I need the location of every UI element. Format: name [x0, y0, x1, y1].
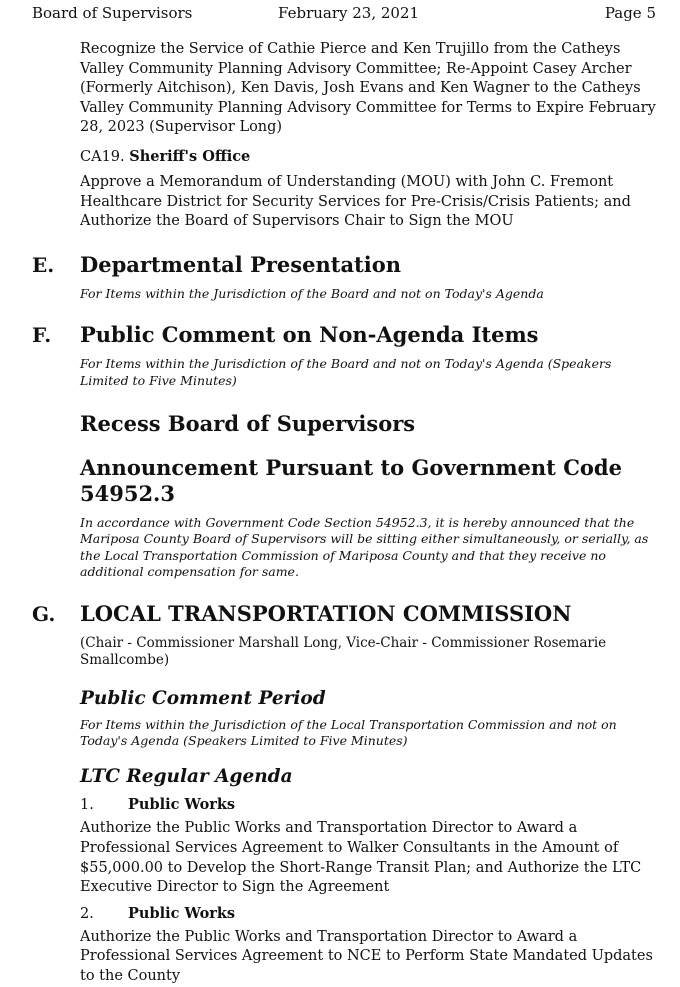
- section-f-title: Public Comment on Non-Agenda Items: [80, 322, 539, 348]
- section-e-note: For Items within the Jurisdiction of the Board and not on Today's Agenda: [80, 285, 544, 301]
- intro-paragraph: Recognize the Service of Cathie Pierce and Ken Trujillo from the Catheys Valley Community Planning Advisory Committee; Re-Appoint Casey Archer (Formerly Aitchison), Ken Davis, Josh Evans and Ken Wagner to the Catheys Valley Community Planning Advisory Committee for Terms to Expire February 28, 2023 (Supervisor Long): [80, 41, 656, 136]
- ltc-item-2-text: Authorize the Public Works and Transportation Director to Award a Professional Services Agreement to NCE to Perform State Mandated Updates to the County: [80, 928, 653, 984]
- header-date: February 23, 2021: [278, 4, 420, 22]
- section-f: [0, 322, 680, 389]
- section-g-title: LOCAL TRANSPORTATION COMMISSION: [80, 600, 572, 626]
- public-comment-period-note: For Items within the Jurisdiction of the Local Transportation Commission and not on Today's Agenda (Speakers Limited to Five Minutes): [80, 716, 617, 748]
- section-f-note: For Items within the Jurisdiction of the Board and not on Today's Agenda (Speakers Limited to Five Minutes): [80, 356, 612, 388]
- section-f-letter: F.: [32, 323, 52, 348]
- section-e-title: Departmental Presentation: [80, 251, 401, 277]
- ltc-item-2-title: Public Works: [128, 904, 236, 922]
- ca19-text: Approve a Memorandum of Understanding (MOU) with John C. Fremont Healthcare District for Security Services for Pre-Crisis/Crisis Patients; and Authorize the Board of Supervisors Chair to Sign the MOU: [80, 173, 631, 230]
- section-g: [0, 601, 680, 669]
- page-header: [32, 4, 656, 24]
- ltc-item-1-heading: [80, 795, 660, 815]
- header-board-name: Board of Supervisors: [32, 4, 193, 22]
- page-content: [0, 40, 680, 987]
- section-g-letter: G.: [32, 601, 56, 626]
- ltc-item-2-number: 2.: [80, 905, 94, 922]
- ca19-number: CA19.: [80, 148, 125, 165]
- recess-title: Recess Board of Supervisors: [80, 410, 416, 436]
- section-e-letter: E.: [32, 252, 55, 277]
- public-comment-period-title: Public Comment Period: [80, 687, 326, 709]
- ca19-heading: [80, 147, 660, 167]
- announcement-title: Announcement Pursuant to Government Code 54952.3: [80, 454, 622, 506]
- section-g-subtitle: (Chair - Commissioner Marshall Long, Vice-Chair - Commissioner Rosemarie Smallcombe): [80, 634, 607, 668]
- section-e: [0, 252, 680, 302]
- ltc-item-1-text: Authorize the Public Works and Transportation Director to Award a Professional Services Agreement to Walker Consultants in the Amount of $55,000.00 to Develop the Short-Range Transit Plan; and Authorize the LTC Executive Director to Sign the Agreement: [80, 820, 642, 896]
- header-page-number: Page 5: [604, 4, 656, 22]
- ltc-agenda-title: LTC Regular Agenda: [80, 766, 293, 788]
- ltc-item-1-title: Public Works: [128, 796, 236, 814]
- ca19-title: Sheriff's Office: [129, 147, 251, 165]
- ltc-item-1-number: 1.: [80, 797, 94, 814]
- announcement-note: In accordance with Government Code Section 54952.3, it is hereby announced that the Mariposa County Board of Supervisors will be sitting either simultaneously, or serially, as the Local Transportation Commission of Mariposa County and that they receive no additional compensation for same.: [80, 514, 649, 580]
